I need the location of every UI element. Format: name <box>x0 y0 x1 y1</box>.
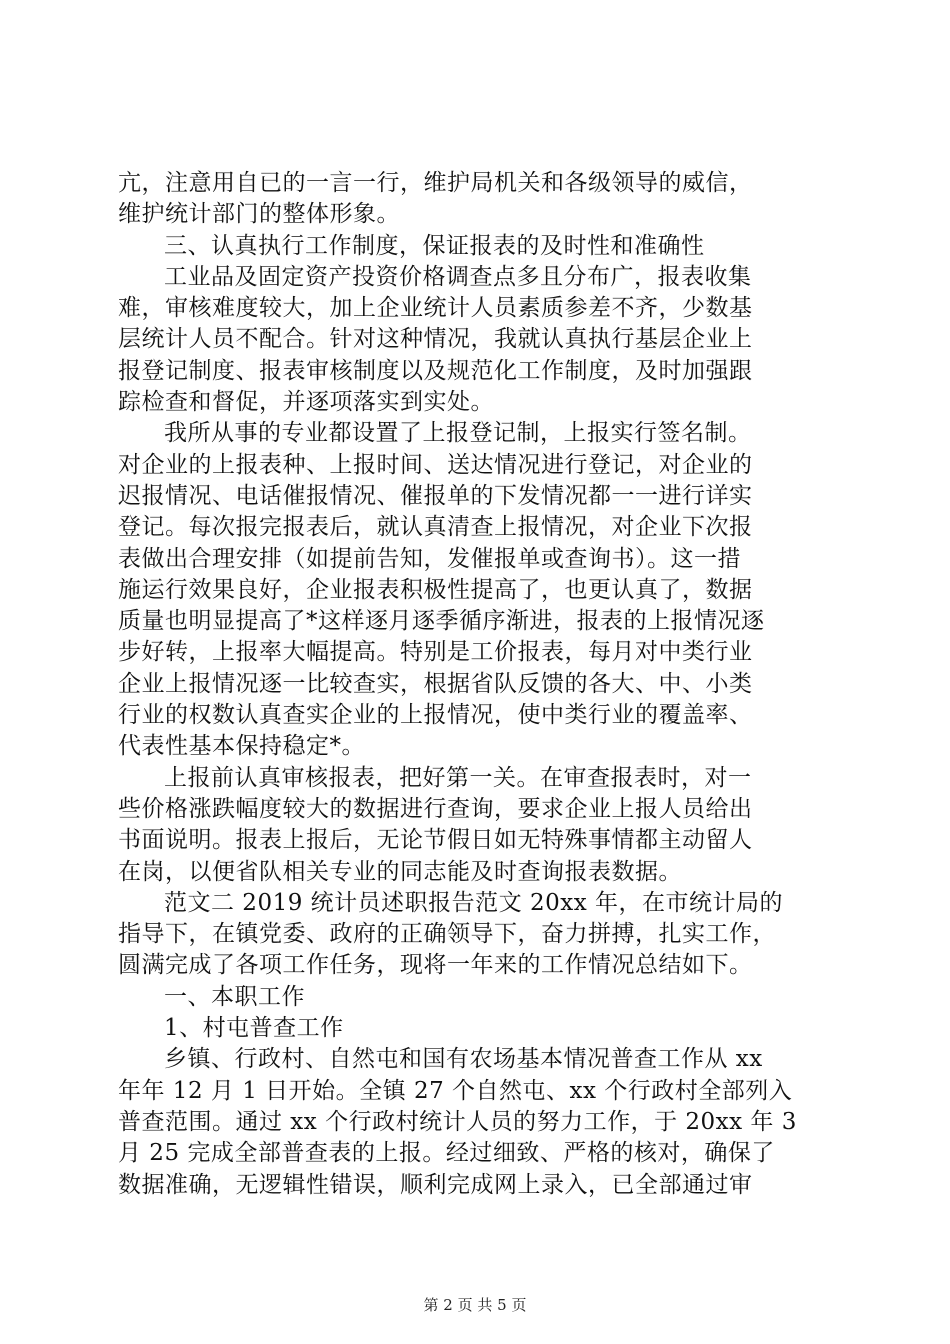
text-line: 一、本职工作 <box>164 983 305 1010</box>
text-line: 月 25 完成全部普查表的上报。经过细致、严格的核对，确保了 <box>118 1140 775 1167</box>
text-line: 些价格涨跌幅度较大的数据进行查询，要求企业上报人员给出 <box>118 795 753 822</box>
text-line: 工业品及固定资产投资价格调查点多且分布广，报表收集 <box>164 263 752 290</box>
text-line: 行业的权数认真查实企业的上报情况，使中类行业的覆盖率、 <box>118 702 753 729</box>
text-line: 步好转，上报率大幅提高。特别是工价报表，每月对中类行业 <box>118 639 753 666</box>
text-line: 对企业的上报表种、上报时间、送达情况进行登记，对企业的 <box>118 451 753 478</box>
document-body <box>118 168 834 1201</box>
text-line: 层统计人员不配合。针对这种情况，我就认真执行基层企业上 <box>118 326 753 353</box>
text-line: 亢，注意用自已的一言一行，维护局机关和各级领导的威信， <box>118 170 753 196</box>
text-line: 表做出合理安排（如提前告知，发催报单或查询书）。这一措 <box>118 545 741 572</box>
text-line: 年年 12 月 1 日开始。全镇 27 个自然屯、xx 个行政村全部列入 <box>118 1077 793 1104</box>
text-line: 三、认真执行工作制度，保证报表的及时性和准确性 <box>164 232 705 259</box>
page-footer: 第 2 页 共 5 页 <box>423 1296 527 1314</box>
text-line: 1、村屯普查工作 <box>164 1015 344 1042</box>
text-line: 圆满完成了各项工作任务，现将一年来的工作情况总结如下。 <box>118 952 753 979</box>
text-line: 代表性基本保持稳定*。 <box>118 733 365 760</box>
text-line: 书面说明。报表上报后，无论节假日如无特殊事情都主动留人 <box>118 827 753 854</box>
text-line: 上报前认真审核报表，把好第一关。在审查报表时，对一 <box>164 764 752 791</box>
text-line: 难，审核难度较大，加上企业统计人员素质参差不齐，少数基 <box>118 295 753 322</box>
text-line: 施运行效果良好，企业报表积极性提高了，也更认真了，数据 <box>118 576 753 603</box>
text-line: 质量也明显提高了*这样逐月逐季循序渐进，报表的上报情况逐 <box>118 608 765 635</box>
text-line: 数据准确，无逻辑性错误，顺利完成网上录入，已全部通过审 <box>118 1171 753 1198</box>
text-line: 指导下，在镇党委、政府的正确领导下，奋力拼搏，扎实工作， <box>118 921 776 948</box>
text-line: 报登记制度、报表审核制度以及规范化工作制度，及时加强跟 <box>118 357 753 384</box>
text-line: 迟报情况、电话催报情况、催报单的下发情况都一一进行详实 <box>118 482 753 509</box>
text-line: 维护统计部门的整体形象。 <box>118 201 400 228</box>
text-line: 企业上报情况逐一比较查实，根据省队反馈的各大、中、小类 <box>118 670 753 697</box>
text-line: 乡镇、行政村、自然屯和国有农场基本情况普查工作从 xx <box>164 1046 763 1073</box>
text-line: 登记。每次报完报表后，就认真清查上报情况，对企业下次报 <box>118 514 753 541</box>
text-line: 普查范围。通过 xx 个行政村统计人员的努力工作，于 20xx 年 3 <box>118 1108 797 1135</box>
text-line: 踪检查和督促，并逐项落实到实处。 <box>118 389 494 416</box>
text-line: 我所从事的专业都设置了上报登记制，上报实行签名制。 <box>164 420 752 447</box>
text-line: 在岗，以便省队相关专业的同志能及时查询报表数据。 <box>118 858 682 885</box>
text-line: 范文二 2019 统计员述职报告范文 20xx 年，在市统计局的 <box>164 889 783 916</box>
